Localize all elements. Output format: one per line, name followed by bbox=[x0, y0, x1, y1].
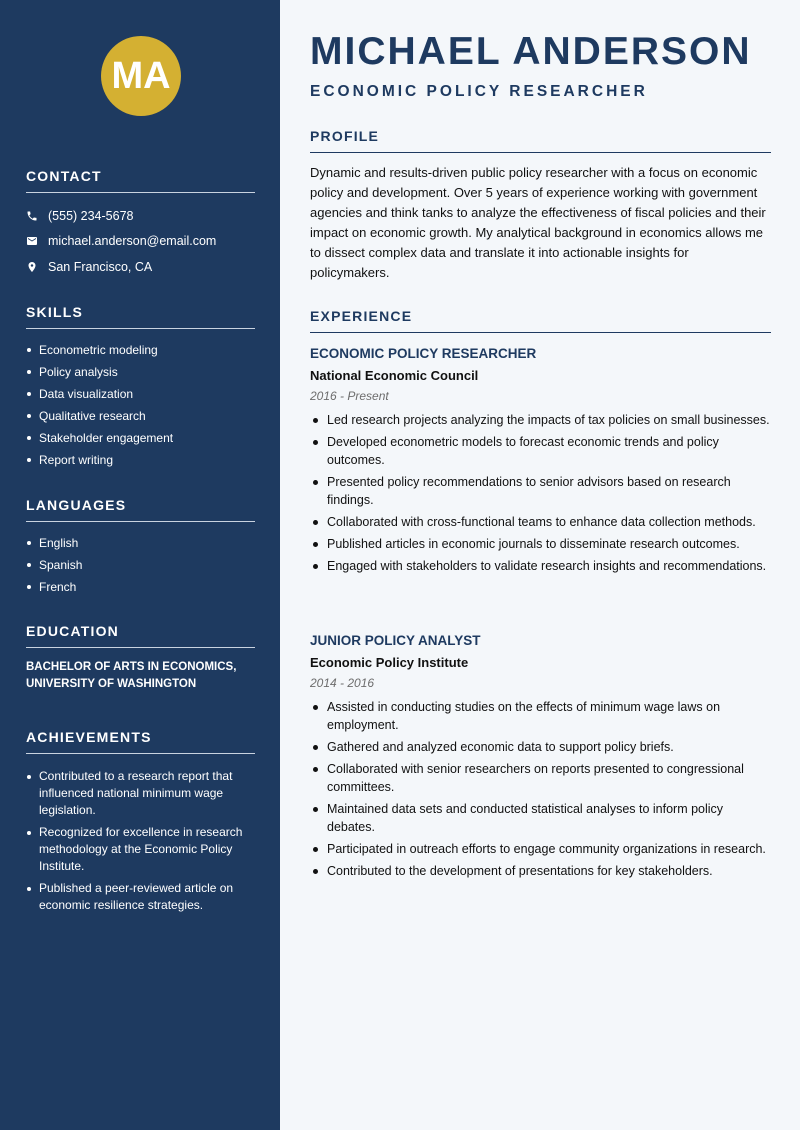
skill-item: Stakeholder engagement bbox=[26, 427, 255, 449]
education-degree: BACHELOR OF ARTS IN ECONOMICS, UNIVERSITY OF WASHINGTON bbox=[26, 661, 237, 690]
achievements-section bbox=[26, 729, 255, 919]
experience-heading: EXPERIENCE bbox=[310, 308, 771, 333]
skill-item: Report writing bbox=[26, 449, 255, 471]
monogram-avatar bbox=[101, 36, 181, 116]
education-heading: EDUCATION bbox=[26, 623, 255, 648]
job-dates: 2016 - Present bbox=[310, 389, 389, 403]
language-item: Spanish bbox=[26, 554, 255, 576]
skill-item: Qualitative research bbox=[26, 405, 255, 427]
location-pin-icon bbox=[26, 261, 48, 273]
language-item: French bbox=[26, 576, 255, 598]
job-bullet: Maintained data sets and conducted statistical analyses to inform policy debates. bbox=[310, 800, 771, 836]
phone-icon bbox=[26, 210, 48, 222]
job-entry bbox=[310, 346, 771, 579]
achievements-heading: ACHIEVEMENTS bbox=[26, 729, 255, 754]
skill-item: Data visualization bbox=[26, 383, 255, 405]
job-bullet: Published articles in economic journals to disseminate research outcomes. bbox=[310, 535, 771, 553]
languages-heading: LANGUAGES bbox=[26, 497, 255, 522]
job-bullet: Engaged with stakeholders to validate research insights and recommendations. bbox=[310, 557, 771, 575]
job-bullet: Presented policy recommendations to senior advisors based on research findings. bbox=[310, 473, 771, 509]
job-organization: Economic Policy Institute bbox=[310, 655, 469, 670]
email-text[interactable]: michael.anderson@email.com bbox=[48, 234, 217, 249]
job-bullet: Gathered and analyzed economic data to support policy briefs. bbox=[310, 738, 771, 756]
phone-text: (555) 234-5678 bbox=[48, 208, 134, 223]
location-text: San Francisco, CA bbox=[48, 259, 153, 274]
candidate-role: ECONOMIC POLICY RESEARCHER bbox=[310, 83, 648, 100]
sidebar bbox=[0, 0, 280, 1130]
languages-section bbox=[26, 497, 255, 598]
contact-section bbox=[26, 168, 255, 280]
job-title: ECONOMIC POLICY RESEARCHER bbox=[310, 346, 537, 361]
education-section bbox=[26, 623, 255, 693]
job-bullet: Collaborated with senior researchers on reports presented to congressional committees. bbox=[310, 760, 771, 796]
job-dates: 2014 - 2016 bbox=[310, 676, 375, 690]
profile-text: Dynamic and results-driven public policy researcher with a focus on economic policy and development. Over 5 years of experience working with government agencies and think tanks to analyze the effectiveness of fiscal policies and their impact on economic growth. My analytical background in economics allows me to dissect complex data and translate it into actionable insights for policymakers. bbox=[310, 165, 766, 280]
language-item: English bbox=[26, 532, 255, 554]
skills-section bbox=[26, 304, 255, 471]
email-icon bbox=[26, 235, 48, 247]
monogram-initials: MA bbox=[111, 54, 171, 97]
skill-item: Policy analysis bbox=[26, 361, 255, 383]
experience-section bbox=[310, 308, 771, 333]
job-entry bbox=[310, 633, 771, 884]
skill-item: Econometric modeling bbox=[26, 339, 255, 361]
candidate-name: MICHAEL ANDERSON bbox=[310, 30, 752, 73]
job-organization: National Economic Council bbox=[310, 368, 479, 383]
contact-email bbox=[26, 229, 255, 255]
achievement-item: Published a peer-reviewed article on economic resilience strategies. bbox=[26, 880, 255, 914]
job-bullet: Assisted in conducting studies on the effects of minimum wage laws on employment. bbox=[310, 698, 771, 734]
job-bullet: Developed econometric models to forecast economic trends and policy outcomes. bbox=[310, 433, 771, 469]
contact-heading: CONTACT bbox=[26, 168, 255, 193]
contact-phone bbox=[26, 203, 255, 229]
job-bullet: Led research projects analyzing the impacts of tax policies on small businesses. bbox=[310, 411, 771, 429]
job-bullet: Collaborated with cross-functional teams to enhance data collection methods. bbox=[310, 513, 771, 531]
profile-section bbox=[310, 128, 771, 283]
job-title: JUNIOR POLICY ANALYST bbox=[310, 633, 481, 648]
job-bullet: Participated in outreach efforts to engage community organizations in research. bbox=[310, 840, 771, 858]
contact-location bbox=[26, 254, 255, 280]
achievement-item: Contributed to a research report that influenced national minimum wage legislation. bbox=[26, 768, 255, 819]
job-bullet: Contributed to the development of presentations for key stakeholders. bbox=[310, 862, 771, 880]
skills-heading: SKILLS bbox=[26, 304, 255, 329]
achievement-item: Recognized for excellence in research methodology at the Economic Policy Institute. bbox=[26, 824, 255, 875]
profile-heading: PROFILE bbox=[310, 128, 771, 153]
